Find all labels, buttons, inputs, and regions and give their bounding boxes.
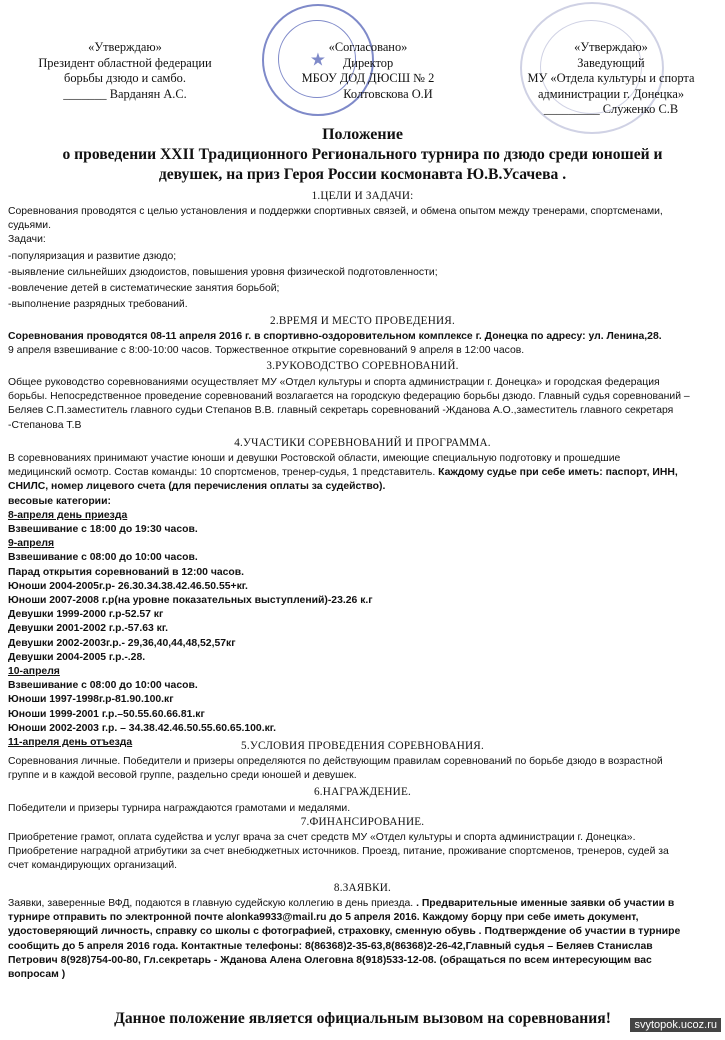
text-line: Задачи:: [8, 234, 46, 246]
approval-right-line: администрации г. Донецка»: [537, 86, 685, 101]
day-title: 9-апреля: [8, 538, 55, 550]
text-line: [8, 897, 720, 911]
text-line: Петрович 8(928)754-00-80, Гл.секретарь - Жданова Алена Олеговна 8(918)533-12-08. (обращаться по всем интересующим вас: [8, 954, 652, 966]
text-span: медицинский осмотр. Состав команды: 10 спортсменов, тренер-судья, 1 представитель.: [8, 467, 439, 479]
section-title: 4.УЧАСТИКИ СОРЕВНОВАНИЙ И ПРОГРАММА.: [234, 437, 491, 449]
schedule-line: Девушки 2002-2003г.р.- 29,36,40,44,48,52,57кг: [8, 637, 236, 649]
text-line: Общее руководство соревнованиями осуществляет МУ «Отдел культуры и спорта администрации г. Донецка» и городская федерация: [8, 377, 660, 388]
section-body: [8, 452, 720, 750]
text-line: удостоверяющий личность, справку со школы с фотографией, страховку, сменную обувь . Подтверждение об участии в турнире: [8, 926, 681, 938]
text-line: -выполнение разрядных требований.: [8, 299, 188, 311]
text-line: -вовлечение детей в систематические занятия борьбой;: [8, 283, 280, 295]
approval-left: [20, 40, 230, 102]
document-subtitle-2: девушек, на приз Героя России космонавта Ю.В.Усачева .: [158, 166, 567, 183]
approval-left-line: борьбы дзюдо и самбо.: [64, 71, 186, 85]
schedule-line: Девушки 2004-2005 г.р.-.28.: [8, 651, 146, 663]
section-body: [8, 376, 720, 433]
document-title: Положение: [322, 126, 403, 143]
section-body: [8, 831, 720, 874]
text-line: Соревнования проводятся с целью установления и поддержки спортивных связей, и обмена опытом между тренерами, спортсменами,: [8, 206, 663, 217]
document-subtitle-1: о проведении XXII Традиционного Регионального турнира по дзюдо среди юношей и: [62, 146, 663, 163]
site-watermark: svytopok.ucoz.ru: [630, 1018, 721, 1032]
approval-right-line: Заведующий: [577, 55, 645, 70]
schedule-line: Юноши 2002-2003 г.р. – 34.38.42.46.50.55.60.65.100.кг.: [8, 722, 276, 734]
approval-center: [268, 40, 468, 102]
section-body: [8, 802, 720, 816]
section-title: 8.ЗАЯВКИ.: [333, 882, 392, 894]
text-line: вопросам ): [8, 969, 66, 981]
schedule-line: Взвешивание с 08:00 до 10:00 часов.: [8, 552, 198, 564]
text-line: судьями.: [8, 220, 51, 232]
text-line: Приобретение грамот, оплата судейства и услуг врача за счет средств МУ «Отдел культуры и спорта администрации г. Донецка».: [8, 832, 636, 843]
approval-right: [505, 40, 717, 118]
day-title: 10-апреля: [8, 666, 60, 678]
text-line: борьбы. Непосредственное проведение соревнований возлагается на городскую федерацию борьбы дзюдо. Главный судья соревнований –: [8, 391, 690, 403]
section-body: [8, 755, 720, 783]
text-line: -Степанова Т.В: [8, 419, 82, 431]
approval-center-line: «Согласовано»: [328, 40, 408, 54]
approval-center-line: Директор: [342, 55, 394, 70]
weight-categories-title: весовые категории:: [8, 495, 111, 507]
stamp-emblem-icon: ★: [309, 49, 327, 70]
text-line: Соревнования проводятся 08-11 апреля 2016 г. в спортивно-оздоровительном комплексе г. Донецка по адресу: ул. Ленина,28.: [8, 331, 662, 342]
section-body: [8, 330, 720, 358]
approval-right-line: МУ «Отдела культуры и спорта: [527, 71, 695, 85]
text-line: группе и в каждой весовой группе, раздельно среди юношей и девушек.: [8, 770, 357, 782]
text-line: Беляев С.П.заместитель главного судьи Степанов В.В. главный секретарь соревнований -Жданова А.О.,заместитель главного секретаря: [8, 405, 674, 417]
schedule-line: Девушки 2001-2002 г.р.-57.63 кг.: [8, 623, 169, 635]
text-line: -выявление сильнейших дзюдоистов, повышения уровня физической подготовленности;: [8, 266, 438, 278]
text-span: Заявки, заверенные ВФД, подаются в главную судейскую коллегию в день приезда.: [8, 898, 417, 909]
section-title: 5.УСЛОВИЯ ПРОВЕДЕНИЯ СОРЕВНОВАНИЯ.: [241, 740, 484, 752]
schedule-line: Юноши 1997-1998г.р-81.90.100.кг: [8, 694, 174, 706]
text-line: счет командирующих организаций.: [8, 860, 178, 872]
section-title: 3.РУКОВОДСТВО СОРЕВНОВАНИЙ.: [266, 360, 459, 372]
approval-right-line: _________ Служенко С.В: [543, 102, 679, 116]
schedule-line: Юноши 2004-2005г.р- 26.30.34.38.42.46.50.55+кг.: [8, 580, 248, 592]
section-body: [8, 205, 720, 312]
text-line: -популяризация и развитие дзюдо;: [8, 250, 177, 262]
approval-left-line: «Утверждаю»: [88, 40, 162, 54]
approval-left-line: Президент областной федерации: [38, 55, 212, 70]
approval-center-line: МБОУ ДОД ДЮСШ № 2: [301, 71, 435, 85]
schedule-line: Девушки 1999-2000 г.р-52.57 кг: [8, 609, 164, 621]
day-title: 8-апреля день приезда: [8, 509, 128, 521]
schedule-line: Юноши 1999-2001 г.р.–50.55.60.66.81.кг: [8, 708, 205, 720]
text-line: Победители и призеры турнира награждаются грамотами и медалями.: [8, 803, 351, 814]
text-span: Каждому судье при себе иметь: паспорт, ИНН,: [438, 467, 678, 479]
text-line: В соревнованиях принимают участие юноши и девушки Ростовской области, имеющие специальную подготовку и прошедшие: [8, 453, 621, 464]
text-line: 9 апреля взвешивание с 8:00-10:00 часов. Торжественное открытие соревнований 9 апреля в 12:00 часов.: [8, 345, 525, 357]
schedule-line: Юноши 2007-2008 г.р(на уровне показательных выступлений)-23.26 к.г: [8, 595, 373, 607]
schedule-line: Взвешивание с 08:00 до 10:00 часов.: [8, 680, 198, 692]
text-line: Соревнования личные. Победители и призеры определяются по действующим правилам соревнований по борьбе дзюдо в возрастной: [8, 756, 663, 767]
section-title: 6.НАГРАЖДЕНИЕ.: [314, 786, 411, 798]
schedule-line: Парад открытия соревнований в 12:00 часов.: [8, 566, 245, 578]
section-body: [8, 897, 720, 982]
text-line: [8, 466, 720, 480]
section-title: 1.ЦЕЛИ И ЗАДАЧИ:: [311, 190, 414, 202]
section-title: 2.ВРЕМЯ И МЕСТО ПРОВЕДЕНИЯ.: [270, 315, 455, 327]
text-line: СНИЛС, номер лицевого счета (для перечисления оплаты за судейство).: [8, 481, 386, 493]
section-title: 7.ФИНАНСИРОВАНИЕ.: [300, 816, 425, 828]
approval-left-line: _______ Варданян А.С.: [63, 86, 187, 101]
official-call-footer: Данное положение является официальным вызовом на соревнования!: [114, 1010, 611, 1027]
day-title: 11-апреля день отъезда: [8, 737, 133, 749]
approval-center-line: Колтовскова О.И: [343, 86, 433, 101]
approval-right-line: «Утверждаю»: [574, 40, 648, 54]
schedule-line: Взвешивание с 18:00 до 19:30 часов.: [8, 524, 198, 536]
text-line: Приобретение наградной атрибутики за счет внебюджетных источников. Проезд, питание, проживание спортсменов, тренеров, судей за: [8, 846, 669, 858]
text-line: сообщить до 5 апреля 2016 года. Контактные телефоны: 8(86368)2-35-63,8(86368)2-26-42,Главный судья – Беляев Станислав: [8, 940, 653, 952]
text-line: турнире отправить по электронной почте alonka9933@mail.ru до 5 апреля 2016. Каждому борцу при себе иметь документ,: [8, 912, 639, 924]
text-span: . Предварительные именные заявки об участии в: [416, 898, 675, 909]
